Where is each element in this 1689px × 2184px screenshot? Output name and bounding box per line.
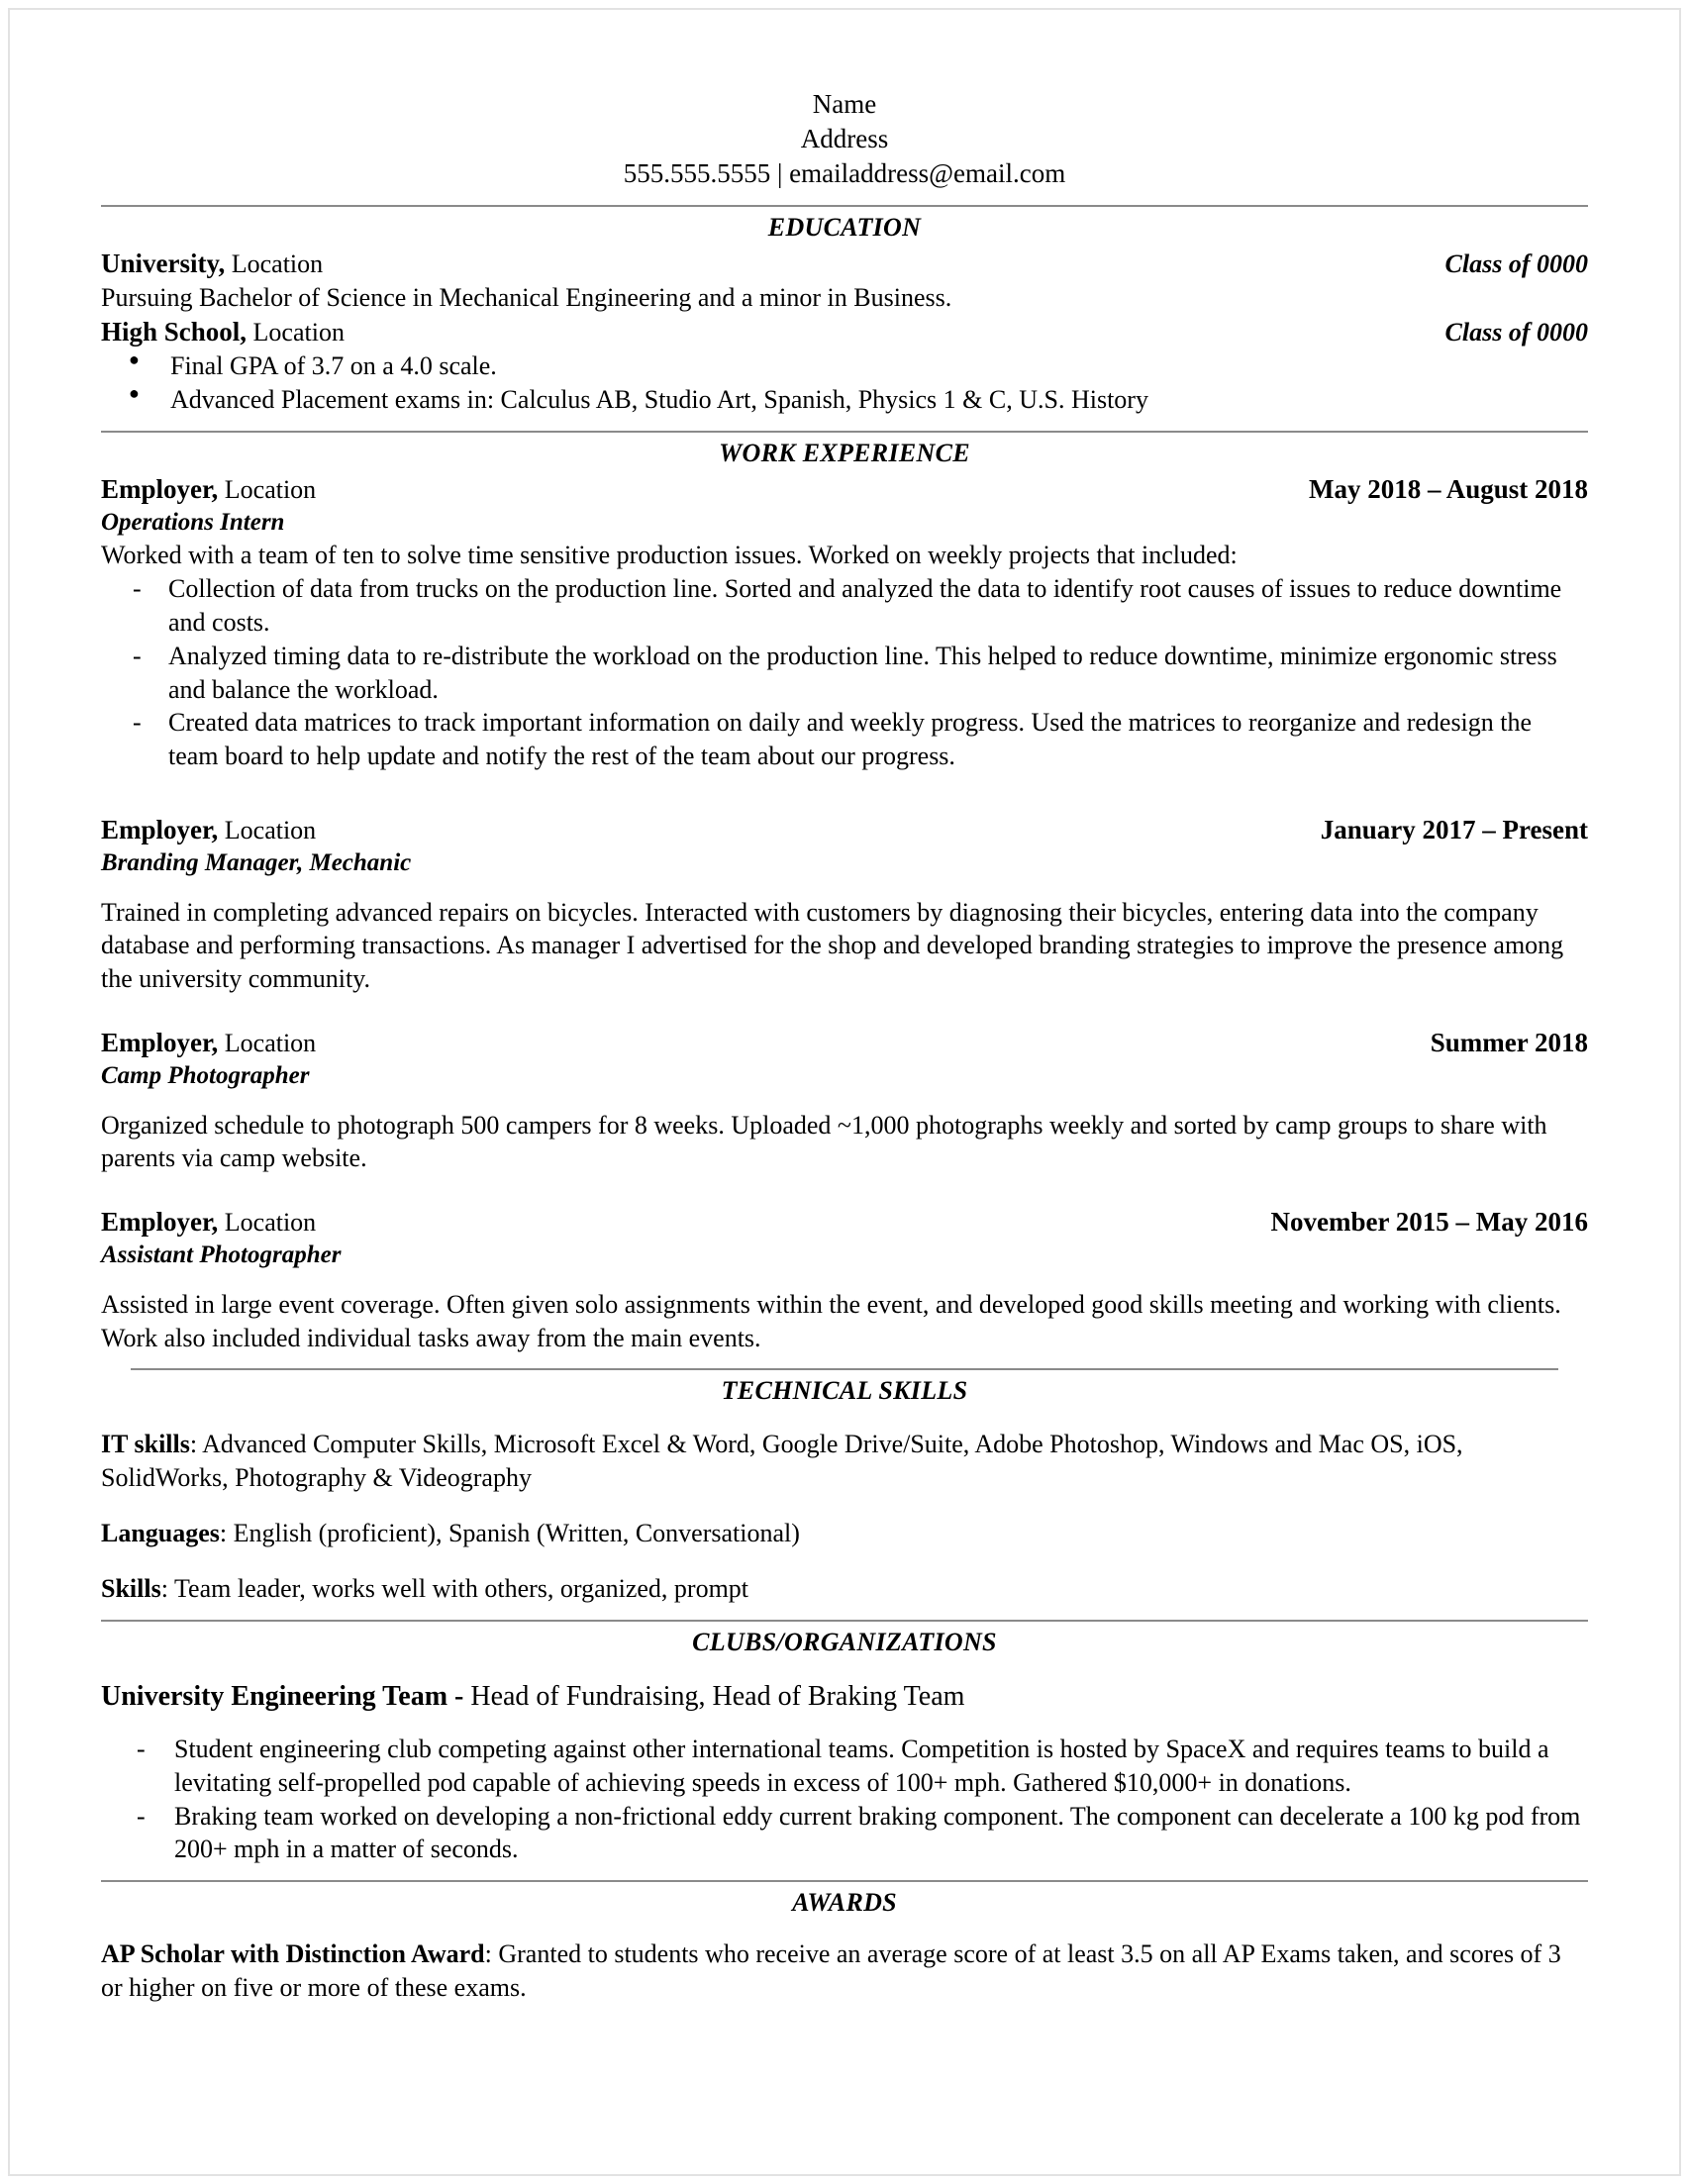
divider-technical-skills bbox=[131, 1368, 1558, 1370]
education-highschool-date: Class of 0000 bbox=[1444, 318, 1588, 347]
education-university-date: Class of 0000 bbox=[1444, 249, 1588, 279]
section-title-technical-skills: TECHNICAL SKILLS bbox=[721, 1376, 968, 1406]
spacer bbox=[101, 773, 1588, 813]
work-entry-1-employer-location: Location bbox=[218, 474, 317, 504]
skill-label-languages: Languages bbox=[101, 1518, 220, 1547]
skill-line-skills bbox=[101, 1572, 1588, 1606]
club-org-name: University Engineering Team - bbox=[101, 1680, 471, 1712]
work-entry-3-head bbox=[101, 1026, 1588, 1060]
club-org-roles: Head of Fundraising, Head of Braking Team bbox=[470, 1680, 965, 1712]
list-item: - Created data matrices to track important information on daily and weekly progress. Used the matrices to reorganize and redesign the team board to help update and notify the rest of the team about our progress. bbox=[101, 706, 1588, 773]
education-highschool-name: High School, bbox=[101, 317, 248, 347]
candidate-address: Address bbox=[800, 124, 889, 154]
work-entry-4-employer bbox=[101, 1205, 316, 1240]
work-entry-1-bullets bbox=[101, 572, 1588, 773]
spacer bbox=[101, 996, 1588, 1026]
award-label: AP Scholar with Distinction Award bbox=[101, 1939, 485, 1969]
skill-value-it: : Advanced Computer Skills, Microsoft Excel & Word, Google Drive/Suite, Adobe Photoshop, Windows and Mac OS, iOS, SolidWorks, Photography & Videography bbox=[101, 1430, 1463, 1493]
work-entry-3-employer-name: Employer, bbox=[101, 1028, 219, 1058]
education-highschool bbox=[101, 315, 345, 349]
work-entry-4-head bbox=[101, 1205, 1588, 1240]
list-item: - Collection of data from trucks on the production line. Sorted and analyzed the data to identify root causes of issues to reduce downtime and costs. bbox=[101, 572, 1588, 640]
section-title-work-experience: WORK EXPERIENCE bbox=[719, 438, 970, 467]
work-entry-1-date: May 2018 – August 2018 bbox=[1308, 473, 1588, 504]
work-entry-3-paragraph: Organized schedule to photograph 500 campers for 8 weeks. Uploaded ~1,000 photographs weekly and sorted by camp groups to share with parents via camp website. bbox=[101, 1110, 1547, 1173]
skill-label-skills: Skills bbox=[101, 1573, 161, 1603]
list-item: ● Final GPA of 3.7 on a 4.0 scale. bbox=[101, 349, 1588, 383]
section-title-clubs: CLUBS/ORGANIZATIONS bbox=[692, 1627, 997, 1656]
work-entry-2-employer-name: Employer, bbox=[101, 815, 219, 845]
work-entry-4-employer-name: Employer, bbox=[101, 1207, 219, 1238]
divider-clubs bbox=[101, 1620, 1588, 1622]
work-entry-4-paragraph: Assisted in large event coverage. Often given solo assignments within the event, and developed good skills meeting and working with clients. Work also included individual tasks away from the main events. bbox=[101, 1289, 1561, 1352]
divider-education bbox=[101, 205, 1588, 207]
education-university bbox=[101, 247, 323, 281]
spacer bbox=[101, 1175, 1588, 1205]
skill-line-it bbox=[101, 1428, 1588, 1495]
work-entry-4-date: November 2015 – May 2016 bbox=[1270, 1207, 1588, 1238]
work-entry-4-job-title: Assistant Photographer bbox=[101, 1241, 342, 1269]
work-entry-1-job-title: Operations Intern bbox=[101, 508, 285, 536]
work-entry-2-employer bbox=[101, 813, 316, 847]
work-entry-1-employer-name: Employer, bbox=[101, 473, 219, 504]
work-entry-2-head bbox=[101, 813, 1588, 847]
award-entry bbox=[101, 1937, 1588, 2005]
education-university-name: University, bbox=[101, 248, 226, 279]
skill-label-it: IT skills bbox=[101, 1430, 190, 1459]
work-entry-2-employer-location: Location bbox=[218, 816, 317, 845]
section-title-awards: AWARDS bbox=[792, 1888, 897, 1918]
list-item: - Braking team worked on developing a non-frictional eddy current braking component. The component can decelerate a 100 kg pod from 200+ mph in a matter of seconds. bbox=[101, 1800, 1588, 1867]
list-item: - Analyzed timing data to re-distribute the workload on the production line. This helped to reduce downtime, minimize ergonomic stress and balance the workload. bbox=[101, 640, 1588, 707]
candidate-name: Name bbox=[812, 89, 877, 119]
work-entry-2-job-title: Branding Manager, Mechanic bbox=[101, 849, 412, 877]
education-entry-university-head bbox=[101, 247, 1588, 281]
candidate-contact: 555.555.5555 | emailaddress@email.com bbox=[623, 158, 1066, 189]
section-title-education: EDUCATION bbox=[767, 213, 922, 243]
work-entry-3-date: Summer 2018 bbox=[1430, 1028, 1588, 1058]
work-entry-2-paragraph: Trained in completing advanced repairs on bicycles. Interacted with customers by diagnosing their bicycles, entering data into the company database and performing transactions. As manager I advertised for the shop and developed branding strategies to improve the presence among the university community. bbox=[101, 897, 1564, 994]
skill-value-skills: : Team leader, works well with others, organized, prompt bbox=[160, 1573, 749, 1603]
contact-header bbox=[101, 87, 1588, 191]
club-bullets bbox=[101, 1733, 1588, 1866]
award-value: : Granted to students who receive an average score of at least 3.5 on all AP Exams taken, and scores of 3 or higher on five or more of these exams. bbox=[101, 1939, 1561, 2002]
work-entry-3-employer bbox=[101, 1026, 316, 1060]
club-heading bbox=[101, 1679, 1588, 1715]
work-entry-1-employer bbox=[101, 472, 316, 507]
skill-line-languages bbox=[101, 1517, 1588, 1550]
divider-awards bbox=[101, 1880, 1588, 1882]
skill-value-languages: : English (proficient), Spanish (Written, Conversational) bbox=[219, 1518, 800, 1547]
education-highschool-location: Location bbox=[247, 318, 345, 347]
list-item: ● Advanced Placement exams in: Calculus AB, Studio Art, Spanish, Physics 1 & C, U.S. History bbox=[101, 383, 1588, 417]
work-entry-2-date: January 2017 – Present bbox=[1320, 815, 1588, 845]
work-entry-1-intro: Worked with a team of ten to solve time sensitive production issues. Worked on weekly projects that included: bbox=[101, 541, 1238, 570]
work-entry-1-head bbox=[101, 472, 1588, 507]
education-highschool-bullets bbox=[101, 349, 1588, 417]
list-item: - Student engineering club competing against other international teams. Competition is hosted by SpaceX and requires teams to build a levitating self-propelled pod capable of achieving speeds in excess of 100+ mph. Gathered $10,000+ in donations. bbox=[101, 1733, 1588, 1800]
work-entry-4-employer-location: Location bbox=[218, 1208, 317, 1238]
divider-work-experience bbox=[101, 431, 1588, 433]
education-university-location: Location bbox=[225, 249, 324, 279]
work-entry-3-job-title: Camp Photographer bbox=[101, 1062, 310, 1090]
work-entry-3-employer-location: Location bbox=[218, 1029, 317, 1058]
education-university-detail: Pursuing Bachelor of Science in Mechanical Engineering and a minor in Business. bbox=[101, 283, 952, 313]
education-entry-highschool-head bbox=[101, 315, 1588, 349]
